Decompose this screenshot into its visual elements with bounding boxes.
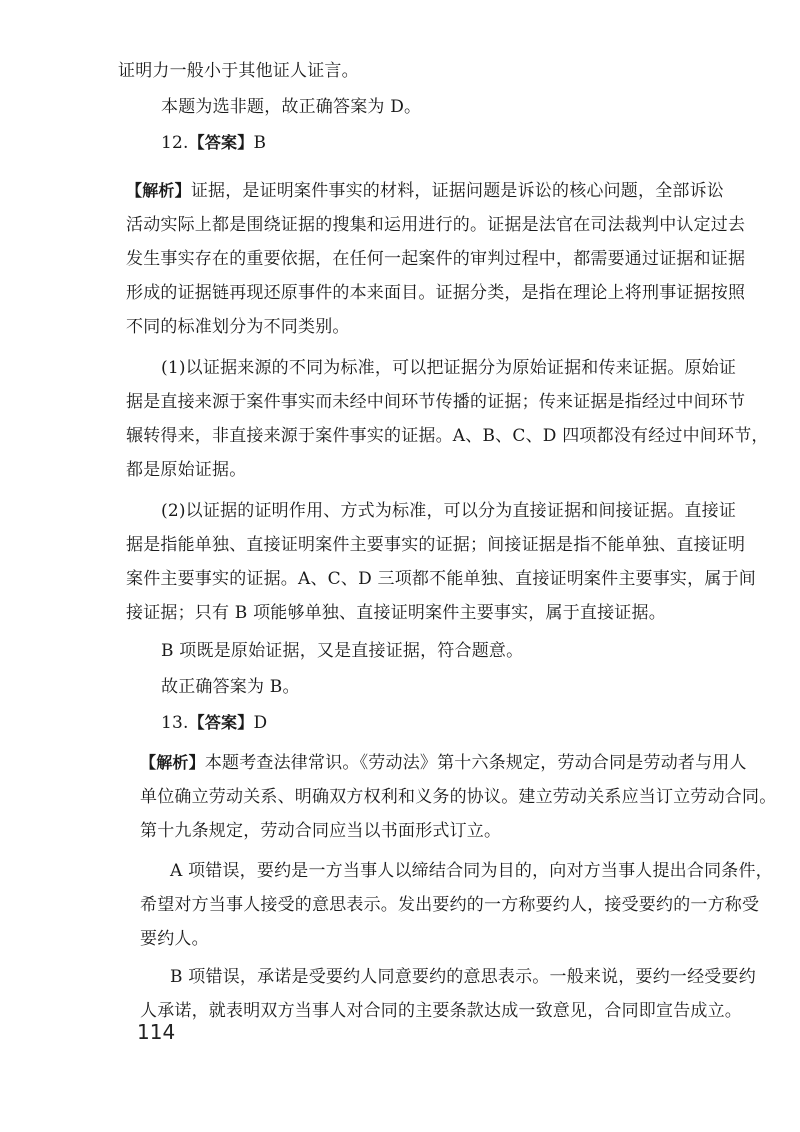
answer-line-12 [161,132,266,154]
text-line: 活动实际上都是围绕证据的搜集和运用进行的。证据是法官在司法裁判中认定过去 [126,215,746,235]
text-line: (2)以证据的证明作用、方式为标准，可以分为直接证据和间接证据。直接证 [161,501,737,521]
text-line: B 项既是原始证据，又是直接证据，符合题意。 [161,641,524,661]
text-line: 第十九条规定，劳动合同应当以书面形式订立。 [140,821,502,841]
answer-tag: 【答案】 [188,133,254,152]
text-line: 发生事实存在的重要依据，在任何一起案件的审判过程中，都需要通过证据和证据 [126,249,746,269]
question-number: 12. [161,133,189,153]
text-line: 辗转得来，非直接来源于案件事实的证据。A、B、C、D 四项都没有经过中间环节， [126,426,769,446]
text-line: 形成的证据链再现还原事件的本来面目。证据分类，是指在理论上将刑事证据按照 [126,283,746,303]
text-line: 都是原始证据。 [126,460,247,480]
analysis-tag: 【解析】 [140,753,205,772]
text-line: 希望对方当事人接受的意思表示。发出要约的一方称要约人，接受要约的一方称受 [140,895,760,915]
analysis-text: 证据，是证明案件事实的材料，证据问题是诉讼的核心问题，全部诉讼 [190,181,725,201]
text-line: 单位确立劳动关系、明确双方权利和义务的协议。建立劳动关系应当订立劳动合同。 [140,787,777,807]
text-line: (1)以证据来源的不同为标准，可以把证据分为原始证据和传来证据。原始证 [161,358,737,378]
analysis-line [126,180,724,202]
text-line: 据是指能单独、直接证明案件主要事实的证据；间接证据是指不能单独、直接证明 [126,535,746,555]
question-number: 13. [161,713,189,733]
text-line: 证明力一般小于其他证人证言。 [118,61,359,81]
analysis-tag: 【解析】 [126,181,191,200]
text-line: 据是直接来源于案件事实而未经中间环节传播的证据；传来证据是指经过中间环节 [126,392,746,412]
text-line: 接证据；只有 B 项能够单独、直接证明案件主要事实，属于直接证据。 [126,603,666,623]
analysis-text: 本题考查法律常识。《劳动法》第十六条规定，劳动合同是劳动者与用人 [204,753,747,773]
answer-value: B [253,133,267,153]
text-line: 案件主要事实的证据。A、C、D 三项都不能单独、直接证明案件主要事实，属于间 [126,569,756,589]
text-line: 本题为选非题，故正确答案为 D。 [161,97,422,117]
text-line: 不同的标准划分为不同类别。 [126,317,350,337]
page-number: 114 [137,1020,176,1044]
answer-line-13 [161,712,267,734]
answer-value: D [253,713,268,733]
text-line: 要约人。 [140,929,209,949]
answer-tag: 【答案】 [188,713,254,732]
text-line: A 项错误，要约是一方当事人以缔结合同为目的，向对方当事人提出合同条件， [170,861,773,881]
analysis-line [140,752,747,774]
text-line: 故正确答案为 B。 [161,677,300,697]
text-line: 人承诺，就表明双方当事人对合同的主要条款达成一致意见，合同即宣告成立。 [140,1001,742,1021]
text-line: B 项错误，承诺是受要约人同意要约的意思表示。一般来说，要约一经受要约 [170,967,756,987]
